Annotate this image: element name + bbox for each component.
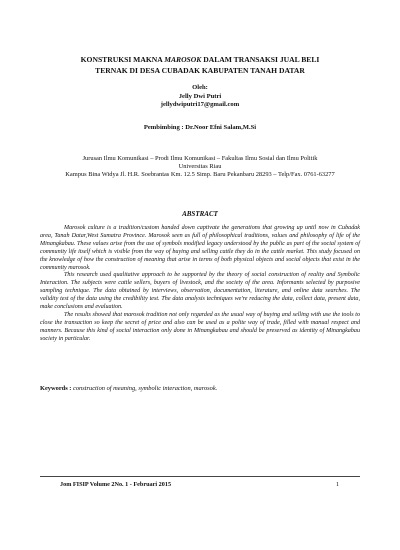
title-line-1: KONSTRUKSI MAKNA MAROSOK DALAM TRANSAKSI JUAL BELI (80, 55, 320, 64)
paper-title (40, 54, 360, 76)
footer-divider (40, 476, 360, 477)
affiliation-line-2: Universitas Riau (178, 163, 222, 171)
keywords (40, 385, 360, 392)
author-block (60, 84, 340, 110)
supervisor: Pembimbing : Dr.Noor Efni Salam,M.Si (143, 124, 257, 131)
abstract-body (40, 225, 360, 344)
page-number: 1 (336, 481, 340, 488)
by-label: Oleh: (192, 84, 208, 91)
footer-journal: Jom FISIP Volume 2No. 1 - Februari 2015 (60, 481, 172, 488)
author-email: jellydwiputri17@gmail.com (160, 101, 240, 108)
keywords-text: construction of meaning, symbolic interaction, marosok. (73, 385, 218, 392)
abstract-paragraph-1: Marosok culture is a tradition/custom handed down captivate the generations that growing up until now in Cubadak area, Tanah Datar,West Sumatra Province. Marosok seen as full of philosophical traditions, values and philosophy of life of the Minangkabau. These values arise from the use of symbols modified legacy understood by the public as part of the social system of community life itself which is visible from the way of buying and selling cattle they do in the cattle market. This study focused on the knowledge of how the construction of meaning that arise in terms of both physical objects and social objects that exist in the community marosok. (40, 225, 360, 271)
title-line-2: TERNAK DI DESA CUBADAK KABUPATEN TANAH DATAR (95, 66, 305, 75)
author-name: Jelly Dwi Putri (178, 92, 222, 100)
abstract-paragraph-2: This research used qualitative approach to be supported by the theory of social construction of reality and Symbolic Interaction. The subjects were cattle sellers, buyers of livestock, and the society of the area. Informants selected by purposive sampling technique. The data obtained by interviews, observation, documentation, literature, and online data searches. The validity test of the data using the credibility test. The data analysis techniques we're reducing the data, collect data, present data, make conclusions and evaluation. (40, 272, 360, 311)
abstract-heading: ABSTRACT (182, 210, 218, 218)
affiliation (36, 155, 364, 180)
keywords-label: Keywords : (40, 385, 74, 392)
affiliation-line-1: Jurusan Ilmu Komunikasi – Prodi Ilmu Komunikasi – Fakultas Ilmu Sosial dan Ilmu Politik (82, 155, 318, 162)
abstract-paragraph-3: The results showed that marosok tradition not only regarded as the usual way of buying and selling with use the tools to close the transaction so keep the secret of price and also can be used as a polite way of trade, filled with manual respect and manners. Because this kind of social interaction only done in Minangkabau and should be preserved as identity of Minangkabau society in particular. (40, 311, 360, 342)
affiliation-line-3: Kampus Bina Widya Jl. H.R. Soebrantas Km. 12.5 Simp. Baru Pekanbaru 28293 – Telp/Fax. 0761-63277 (65, 171, 335, 179)
